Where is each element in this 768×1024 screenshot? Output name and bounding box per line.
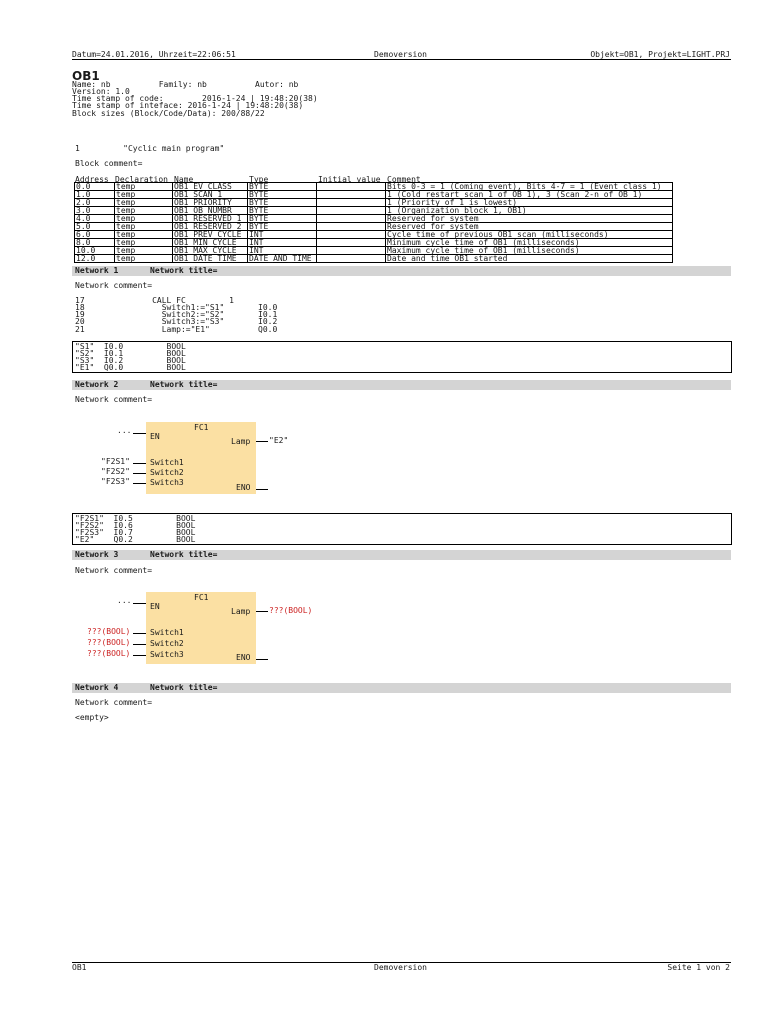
- symbol-line: "S3" I0.2 BOOL: [75, 356, 186, 365]
- fb-name: FC1: [194, 593, 209, 602]
- variable-cell: DATE_AND_TIME: [248, 255, 317, 263]
- variable-cell: temp: [115, 199, 173, 207]
- symbol-line: "F2S1" I0.5 BOOL: [75, 514, 196, 523]
- fb-en-pin: EN: [150, 602, 160, 611]
- en-input: ...: [117, 596, 132, 605]
- variable-cell: 3.0: [75, 207, 115, 215]
- symbol-line: "S1" I0.0 BOOL: [75, 342, 186, 351]
- network-4-empty: <empty>: [75, 713, 109, 722]
- variable-cell: temp: [115, 223, 173, 231]
- variable-cell: 1 (Priority of 1 is lowest): [386, 199, 673, 207]
- variable-cell: OB1_RESERVED_1: [173, 215, 248, 223]
- var-header-address: Address: [75, 175, 109, 184]
- network-4-comment: Network comment=: [75, 698, 153, 707]
- variable-cell: [317, 199, 386, 207]
- switch2-input: "F2S2": [101, 467, 130, 476]
- variable-cell: temp: [115, 255, 173, 263]
- variable-row: [75, 231, 673, 239]
- symbol-line: "F2S3" I0.7 BOOL: [75, 528, 196, 537]
- fb-eno-pin: ENO: [236, 653, 251, 662]
- variable-cell: Maximum cycle time of OB1 (milliseconds): [386, 247, 673, 255]
- eno-wire: [256, 659, 268, 660]
- variable-cell: temp: [115, 183, 173, 191]
- symbol-line: "F2S2" I0.6 BOOL: [75, 521, 196, 530]
- fb-en-pin: EN: [150, 432, 160, 441]
- switch3-wire: [133, 655, 146, 656]
- fb-switch2-pin: Switch2: [150, 468, 184, 477]
- variable-cell: 12.0: [75, 255, 115, 263]
- var-header-comment: Comment: [387, 175, 421, 184]
- variable-cell: [317, 207, 386, 215]
- variable-cell: 4.0: [75, 215, 115, 223]
- variable-cell: temp: [115, 247, 173, 255]
- lamp-output: "E2": [269, 436, 289, 445]
- symbol-line: "E1" Q0.0 BOOL: [75, 363, 186, 372]
- variable-row: [75, 215, 673, 223]
- fb-lamp-pin: Lamp: [231, 607, 251, 616]
- var-header-type: Type: [249, 175, 269, 184]
- header-datum: Datum=24.01.2016, Uhrzeit=22:06:51: [72, 50, 236, 59]
- code-line: 19 Switch2:="S2" I0.1: [75, 310, 278, 319]
- header-rule: [72, 59, 731, 60]
- variable-cell: BYTE: [248, 191, 317, 199]
- variable-table: [74, 182, 673, 263]
- lamp-wire: [256, 611, 268, 612]
- var-header-initial: Initial value: [318, 175, 381, 184]
- network-1-number: Network 1: [75, 266, 119, 275]
- network-1-title: Network title=: [150, 266, 218, 275]
- symbol-line: "S2" I0.1 BOOL: [75, 349, 186, 358]
- variable-cell: INT: [248, 239, 317, 247]
- footer-left: OB1: [72, 963, 87, 972]
- variable-cell: Minimum cycle time of OB1 (milliseconds): [386, 239, 673, 247]
- variable-cell: BYTE: [248, 215, 317, 223]
- switch3-input: "F2S3": [101, 477, 130, 486]
- symbol-line: "E2" Q0.2 BOOL: [75, 535, 196, 544]
- variable-cell: [317, 239, 386, 247]
- variable-cell: [317, 247, 386, 255]
- variable-cell: INT: [248, 231, 317, 239]
- variable-cell: BYTE: [248, 207, 317, 215]
- switch1-wire: [133, 463, 146, 464]
- network-3-number: Network 3: [75, 550, 119, 559]
- variable-cell: 1 (Cold restart scan 1 of OB 1), 3 (Scan 2-n of OB 1): [386, 191, 673, 199]
- switch3-wire: [133, 483, 146, 484]
- variable-cell: 1 (Organization block 1, OB1): [386, 207, 673, 215]
- network-2-comment: Network comment=: [75, 395, 153, 404]
- block-ts-code: Time stamp of code: 2016-1-24 | 19:48:20(38): [72, 94, 318, 103]
- code-line: 20 Switch3:="S3" I0.2: [75, 317, 278, 326]
- header-object: Objekt=OB1, Projekt=LIGHT.PRJ: [590, 50, 730, 59]
- variable-row: [75, 199, 673, 207]
- network-2-title: Network title=: [150, 380, 218, 389]
- variable-cell: OB1_EV_CLASS: [173, 183, 248, 191]
- variable-cell: OB1_PRIORITY: [173, 199, 248, 207]
- variable-row: [75, 255, 673, 263]
- switch1-input: "F2S1": [101, 457, 130, 466]
- switch2-wire: [133, 473, 146, 474]
- variable-cell: OB1_RESERVED_2: [173, 223, 248, 231]
- variable-cell: temp: [115, 215, 173, 223]
- network-4-title: Network title=: [150, 683, 218, 692]
- variable-cell: BYTE: [248, 183, 317, 191]
- code-line: 21 Lamp:="E1" Q0.0: [75, 325, 278, 334]
- variable-cell: [317, 223, 386, 231]
- en-input: ...: [117, 426, 132, 435]
- en-wire: [133, 603, 146, 604]
- variable-cell: [317, 191, 386, 199]
- lamp-wire: [256, 441, 268, 442]
- variable-cell: OB1_MAX_CYCLE: [173, 247, 248, 255]
- variable-cell: 0.0: [75, 183, 115, 191]
- header-center: Demoversion: [374, 50, 427, 59]
- var-header-declaration: Declaration: [115, 175, 168, 184]
- block-sizes: Block sizes (Block/Code/Data): 200/88/22: [72, 109, 265, 118]
- block-name-line: Name: nb Family: nb Autor: nb: [72, 80, 299, 89]
- code-line: 17 CALL FC 1: [75, 296, 234, 305]
- variable-cell: 6.0: [75, 231, 115, 239]
- network-2-number: Network 2: [75, 380, 119, 389]
- footer-page: Seite 1 von 2: [667, 963, 730, 972]
- block-line1: 1 "Cyclic main program": [75, 144, 225, 153]
- variable-cell: temp: [115, 231, 173, 239]
- block-title: OB1: [72, 69, 100, 83]
- variable-cell: Date and time OB1 started: [386, 255, 673, 263]
- fb-switch1-pin: Switch1: [150, 628, 184, 637]
- block-ts-interface: Time stamp of inteface: 2016-1-24 | 19:48:20(38): [72, 101, 304, 110]
- switch3-input: ???(BOOL): [87, 649, 131, 658]
- switch2-input: ???(BOOL): [87, 638, 131, 647]
- switch2-wire: [133, 644, 146, 645]
- footer-center: Demoversion: [374, 963, 427, 972]
- fb-switch3-pin: Switch3: [150, 478, 184, 487]
- network-1-comment: Network comment=: [75, 281, 153, 290]
- fb-switch1-pin: Switch1: [150, 458, 184, 467]
- fb-name: FC1: [194, 423, 209, 432]
- switch1-input: ???(BOOL): [87, 627, 131, 636]
- fb-switch2-pin: Switch2: [150, 639, 184, 648]
- variable-cell: temp: [115, 239, 173, 247]
- variable-cell: [317, 231, 386, 239]
- variable-cell: INT: [248, 247, 317, 255]
- variable-cell: 1.0: [75, 191, 115, 199]
- variable-cell: [317, 183, 386, 191]
- network-3-comment: Network comment=: [75, 566, 153, 575]
- variable-row: [75, 207, 673, 215]
- fb-eno-pin: ENO: [236, 483, 251, 492]
- variable-row: [75, 247, 673, 255]
- lamp-output: ???(BOOL): [269, 606, 313, 615]
- variable-row: [75, 239, 673, 247]
- network-3-title: Network title=: [150, 550, 218, 559]
- variable-cell: BYTE: [248, 199, 317, 207]
- variable-cell: 2.0: [75, 199, 115, 207]
- variable-cell: OB1_OB_NUMBR: [173, 207, 248, 215]
- fb-switch3-pin: Switch3: [150, 650, 184, 659]
- variable-cell: OB1_SCAN_1: [173, 191, 248, 199]
- network-4-number: Network 4: [75, 683, 119, 692]
- variable-cell: Reserved for system: [386, 223, 673, 231]
- block-comment: Block comment=: [75, 159, 143, 168]
- variable-cell: 5.0: [75, 223, 115, 231]
- variable-cell: Bits 0-3 = 1 (Coming event), Bits 4-7 = 1 (Event class 1): [386, 183, 673, 191]
- variable-cell: BYTE: [248, 223, 317, 231]
- variable-cell: temp: [115, 207, 173, 215]
- variable-cell: OB1_PREV_CYCLE: [173, 231, 248, 239]
- variable-row: [75, 191, 673, 199]
- var-header-name: Name: [174, 175, 194, 184]
- variable-cell: Cycle time of previous OB1 scan (milliseconds): [386, 231, 673, 239]
- code-line: 18 Switch1:="S1" I0.0: [75, 303, 278, 312]
- switch1-wire: [133, 633, 146, 634]
- en-wire: [133, 433, 146, 434]
- variable-cell: [317, 255, 386, 263]
- block-version: Version: 1.0: [72, 87, 130, 96]
- variable-cell: OB1_MIN_CYCLE: [173, 239, 248, 247]
- variable-cell: [317, 215, 386, 223]
- variable-cell: 10.0: [75, 247, 115, 255]
- eno-wire: [256, 489, 268, 490]
- variable-cell: Reserved for system: [386, 215, 673, 223]
- variable-cell: OB1_DATE_TIME: [173, 255, 248, 263]
- fb-lamp-pin: Lamp: [231, 437, 251, 446]
- variable-cell: temp: [115, 191, 173, 199]
- variable-cell: 8.0: [75, 239, 115, 247]
